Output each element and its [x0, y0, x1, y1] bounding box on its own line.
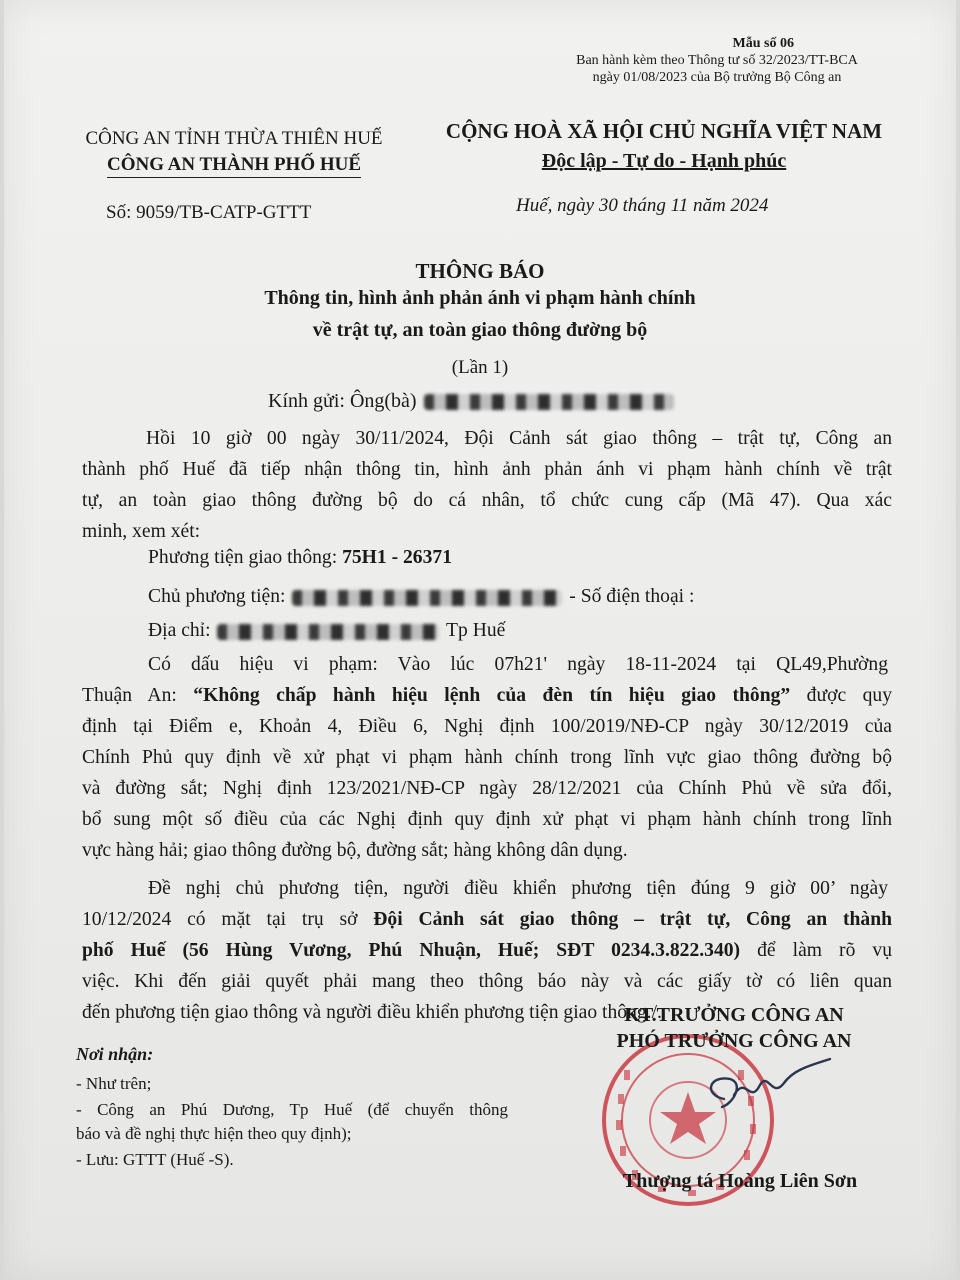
form-issued-line-1: Ban hành kèm theo Thông tư số 32/2023/TT-BCA — [576, 53, 858, 68]
document-number: Số: 9059/TB-CATP-GTTT — [106, 202, 312, 223]
phone-label: - Số điện thoại : — [569, 586, 695, 607]
violation-line-5: và đường sắt; Nghị định 123/2021/NĐ-CP ngày 28/12/2021 của Chính Phủ về sửa đổi, — [82, 778, 892, 799]
request-line-3 — [82, 940, 892, 962]
national-header — [424, 116, 904, 176]
request-line-3-tail: để làm rõ vụ — [740, 940, 892, 961]
redacted-owner — [292, 590, 562, 606]
violation-line-2-tail: được quy — [790, 685, 892, 706]
nation-name: CỘNG HOÀ XÃ HỘI CHỦ NGHĨA VIỆT NAM — [445, 119, 883, 143]
address-label: Địa chỉ: — [148, 620, 211, 641]
owner-line — [148, 586, 694, 608]
recipient-item-3: - Lưu: GTTT (Huế -S). — [76, 1150, 234, 1169]
vehicle-label: Phương tiện giao thông: — [148, 547, 343, 568]
violation-line-1: Có dấu hiệu vi phạm: Vào lúc 07h21' ngày 18-11-2024 tại QL49,Phường — [148, 654, 888, 675]
agency-name: CÔNG AN THÀNH PHỐ HUẾ — [106, 154, 362, 175]
recipient-item-2-cont: báo và đề nghị thực hiện theo quy định); — [76, 1124, 352, 1143]
violation-line-2 — [82, 685, 892, 707]
document-page — [4, 0, 956, 1280]
vehicle-plate: 75H1 - 26371 — [342, 547, 452, 568]
signature-line-2: PHÓ TRƯỞNG CÔNG AN — [616, 1030, 852, 1052]
form-issued-line-2: ngày 01/08/2023 của Bộ trưởng Bộ Công an — [592, 70, 842, 85]
form-number: Mẫu số 06 — [732, 36, 794, 51]
paragraph-1-line-2: thành phố Huế đã tiếp nhận thông tin, hình ảnh phản ánh vi phạm hành chính về trật — [82, 459, 892, 480]
issuing-agency — [44, 126, 424, 178]
document-subtitle-2: về trật tự, an toàn giao thông đường bộ — [312, 319, 648, 341]
form-issued-note — [560, 52, 874, 86]
notice-round: (Lần 1) — [451, 357, 509, 378]
violation-location-tail: Thuận An: — [82, 685, 194, 706]
document-title: THÔNG BÁO — [415, 259, 545, 283]
address-line — [148, 620, 505, 642]
national-motto: Độc lập - Tự do - Hạnh phúc — [541, 150, 787, 172]
recipient-label: Kính gửi: Ông(bà) — [268, 390, 417, 412]
violation-line-6: bổ sung một số điều của các Nghị định quy định xử phạt vi phạm hành chính trong lĩnh — [82, 809, 892, 830]
request-line-1: Đề nghị chủ phương tiện, người điều khiển phương tiện đúng 9 giờ 00’ ngày — [148, 878, 888, 899]
paragraph-1-line-3: tự, an toàn giao thông đường bộ do cá nhân, tổ chức cung cấp (Mã 47). Qua xác — [82, 490, 892, 511]
violation-description: “Không chấp hành hiệu lệnh của đèn tín hiệu giao thông” — [193, 685, 791, 706]
handwritten-signature — [694, 1055, 834, 1125]
owner-label: Chủ phương tiện: — [148, 586, 286, 607]
recipient-item-1: - Như trên; — [76, 1074, 152, 1093]
recipients-label: Nơi nhận: — [76, 1044, 154, 1064]
request-line-4: việc. Khi đến giải quyết phải mang theo thông báo này và các giấy tờ có liên quan — [82, 971, 892, 992]
violation-line-7: vực hàng hải; giao thông đường bộ, đường sắt; hàng không dân dụng. — [82, 840, 628, 861]
recipient-item-2: - Công an Phú Dương, Tp Huế (để chuyển thông — [76, 1100, 508, 1119]
vehicle-line — [148, 547, 452, 569]
request-office-address: phố Huế (56 Hùng Vương, Phú Nhuận, Huế; SĐT 0234.3.822.340) — [82, 940, 741, 961]
redacted-address — [217, 624, 439, 640]
signature-line-1: KT.TRƯỞNG CÔNG AN — [624, 1004, 844, 1026]
request-office-name: Đội Cảnh sát giao thông – trật tự, Công an thành — [373, 909, 892, 930]
paragraph-1-line-1: Hồi 10 giờ 00 ngày 30/11/2024, Đội Cảnh sát giao thông – trật tự, Công an — [146, 428, 892, 449]
address-tail: Tp Huế — [446, 620, 506, 641]
request-line-2 — [82, 909, 892, 931]
violation-line-4: Chính Phủ quy định về xử phạt vi phạm hành chính trong lĩnh vực giao thông đường bộ — [82, 747, 892, 768]
request-date-text: 10/12/2024 có mặt tại trụ sở — [82, 909, 374, 930]
violation-line-3: định tại Điểm e, Khoản 4, Điều 6, Nghị định 100/2019/NĐ-CP ngày 30/12/2019 của — [82, 716, 892, 737]
recipient-line — [268, 390, 676, 413]
request-line-5: đến phương tiện giao thông và người điều khiển phương tiện giao thông./. — [82, 1002, 662, 1023]
place-date: Huế, ngày 30 tháng 11 năm 2024 — [516, 195, 769, 216]
agency-parent: CÔNG AN TỈNH THỪA THIÊN HUẾ — [85, 128, 383, 149]
paragraph-1-line-4: minh, xem xét: — [82, 521, 201, 542]
document-subtitle-1: Thông tin, hình ảnh phản ánh vi phạm hành chính — [264, 287, 696, 309]
signer-name: Thượng tá Hoàng Liên Sơn — [622, 1170, 858, 1192]
redacted-recipient — [424, 394, 674, 410]
